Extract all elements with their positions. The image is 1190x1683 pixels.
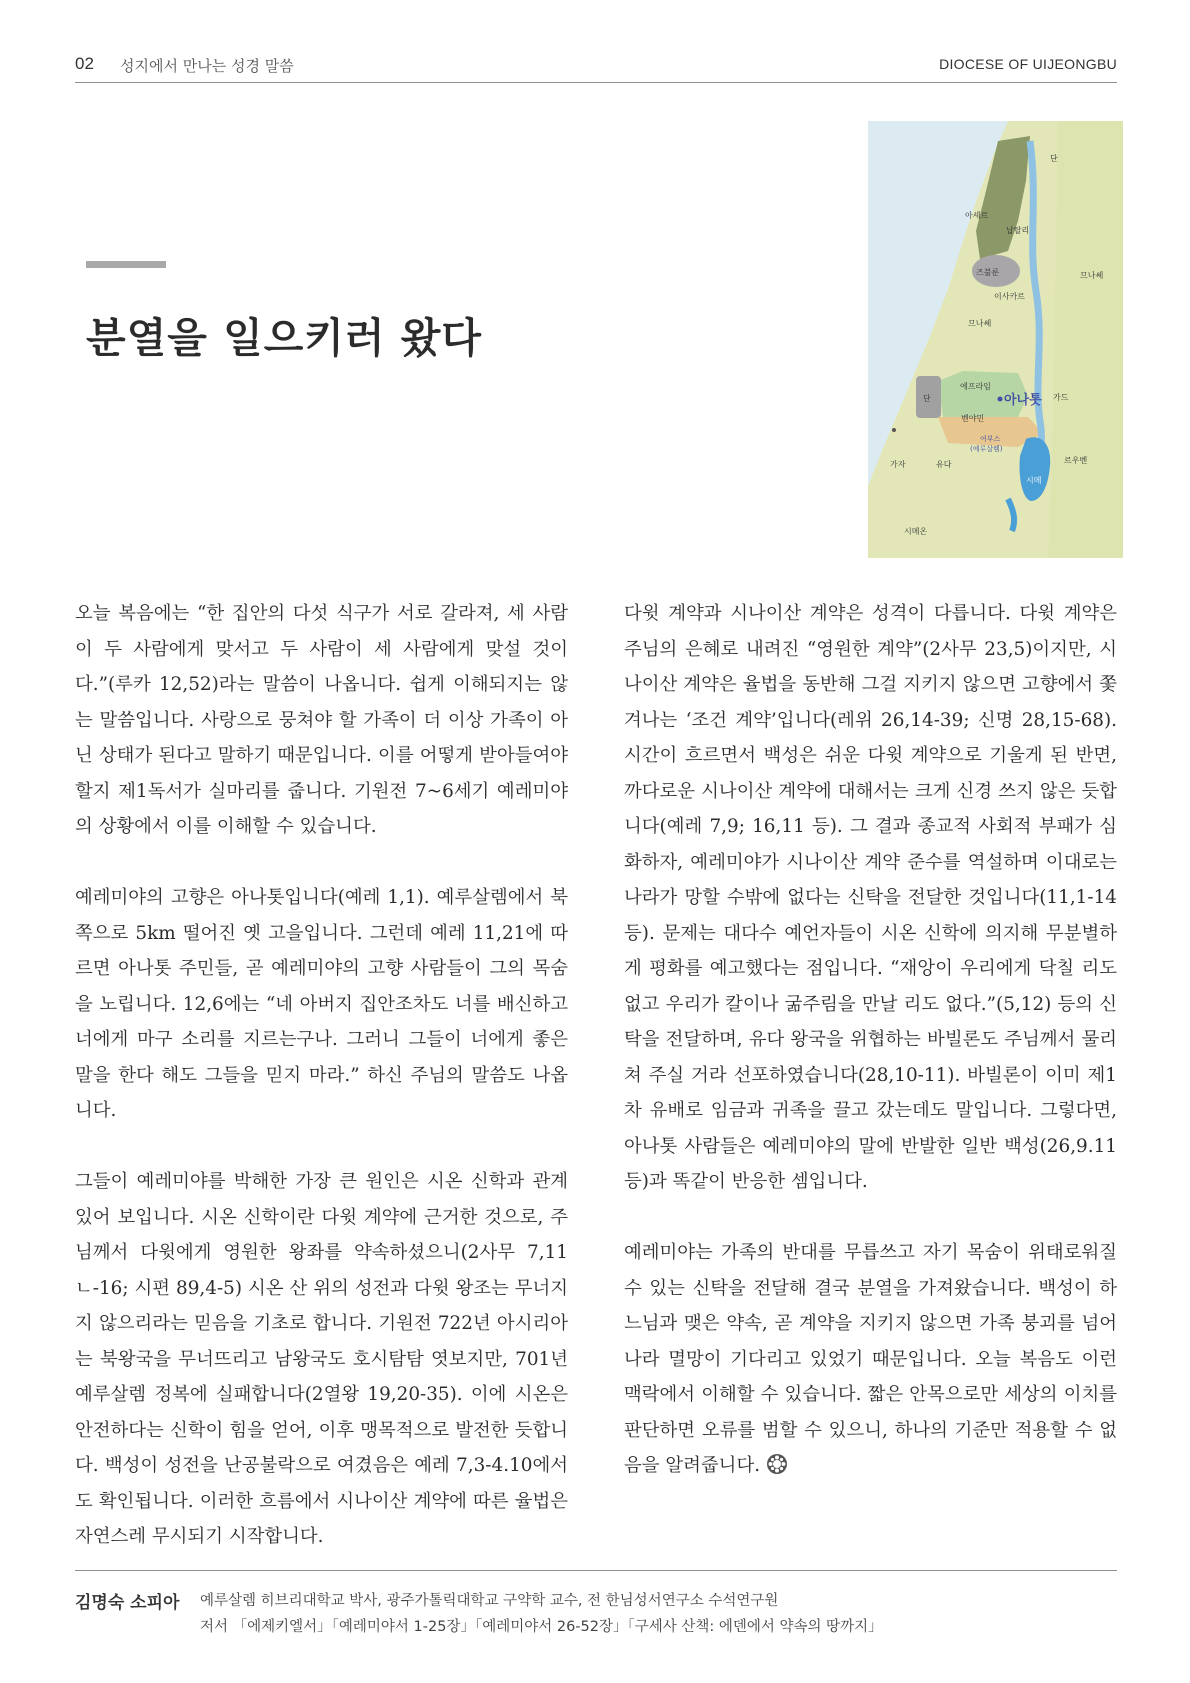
- map-label: 유다: [936, 460, 952, 469]
- body-paragraph: 다윗 계약과 시나이산 계약은 성격이 다릅니다. 다윗 계약은 주님의 은혜로 내려진 “영원한 계약”(2사무 23,5)이지만, 시나이산 계약은 율법을 동반해 그걸 지키지 않으면 고향에서 쫓겨나는 ‘조건 계약’입니다(레위 26,14-39; 신명 28,15-68). 시간이 흐르면서 백성은 쉬운 다윗 계약으로 기울게 된 반면, 까다로운 시나이산 계약에 대해서는 크게 신경 쓰지 않은 듯합니다(예레 7,9; 16,11 등). 그 결과 종교적 사회적 부패가 심화하자, 예레미야가 시나이산 계약 준수를 역설하며 이대로는 나라가 망할 수밖에 없다는 신탁을 전달한 것입니다(11,1-14 등). 문제는 대다수 예언자들이 시온 신학에 의지해 무분별하게 평화를 예고했다는 점입니다. “재앙이 우리에게 닥칠 리도 없고 우리가 칼이나 굶주림을 만날 리도 없다.”(5,12) 등의 신탁을 전달하며, 유다 왕국을 위협하는 바빌론도 주님께서 물리쳐 주실 거라 선포하였습니다(28,10-11). 바빌론이 이미 제1차 유배로 임금과 귀족을 끌고 갔는데도 말입니다. 그렇다면, 아나톳 사람들은 예레미야의 말에 반발한 일반 백성(26,9.11 등)과 똑같이 반응한 셈입니다.: [624, 603, 1117, 1192]
- article-column-right: [624, 596, 1117, 1519]
- body-paragraph-text: 예레미야는 가족의 반대를 무릅쓰고 자기 목숨이 위태로워질 수 있는 신탁을 전달해 결국 분열을 가져왔습니다. 백성이 하느님과 맺은 약속, 곧 계약을 지키지 않으면 가족 붕괴를 넘어 나라 멸망이 기다리고 있었기 때문입니다. 오늘 복음도 이런 맥락에서 이해할 수 있습니다. 짧은 안목으로만 세상의 이치를 판단하면 오류를 범할 수 있으니, 하나의 기준만 적용할 수 없음을 알려줍니다.: [624, 1242, 1117, 1476]
- section-title: 성지에서 만나는 성경 말씀: [120, 57, 294, 75]
- body-paragraph: 예레미야의 고향은 아나톳입니다(예레 1,1). 예루살렘에서 북쪽으로 5km 떨어진 옛 고을입니다. 그런데 예레 11,21에 따르면 아나톳 주민들, 곧 예레미야의 고향 사람들이 그의 목숨을 노립니다. 12,6에는 “네 아버지 집안조차도 너를 배신하고 너에게 마구 소리를 지르는구나. 그러니 그들이 너에게 좋은 말을 한다 해도 그들을 믿지 마라.” 하신 주님의 말씀도 나옵니다.: [75, 887, 568, 1121]
- map-label: 므나쎄: [968, 319, 992, 328]
- map-label: 즈불룬: [976, 268, 1000, 277]
- tribal-map: [868, 121, 1123, 558]
- map-label: (예루살렘): [970, 445, 1003, 453]
- map-label: 이사카르: [994, 292, 1025, 301]
- article-column-left: [75, 596, 568, 1590]
- map-label: 시메온: [904, 527, 928, 536]
- map-label: 벤야민: [961, 414, 985, 423]
- map-label: 단: [1050, 154, 1058, 163]
- body-paragraph-last: [624, 1235, 1117, 1484]
- end-of-article-icon: [766, 1452, 788, 1474]
- body-paragraph: 오늘 복음에는 “한 집안의 다섯 식구가 서로 갈라져, 세 사람이 두 사람에게 맞서고 두 사람이 세 사람에게 맞설 것이다.”(루카 12,52)라는 말씀이 나옵니다. 쉽게 이해되지는 않는 말씀입니다. 사랑으로 뭉쳐야 할 가족이 더 이상 가족이 아닌 상태가 된다고 말하기 때문입니다. 이를 어떻게 받아들여야 할지 제1독서가 실마리를 줍니다. 기원전 7~6세기 예레미야의 상황에서 이를 이해할 수 있습니다.: [75, 603, 568, 837]
- author-bio-publications: 저서 「에제키엘서」「예레미야서 1-25장」「예레미야서 26-52장」「구세사 산책: 에덴에서 약속의 땅까지」: [200, 1619, 883, 1635]
- footer-divider: [75, 1570, 1117, 1571]
- body-paragraph: 그들이 예레미야를 박해한 가장 큰 원인은 시온 신학과 관계 있어 보입니다. 시온 신학이란 다윗 계약에 근거한 것으로, 주님께서 다윗에게 영원한 왕좌를 약속하셨으니(2사무 7,11ㄴ-16; 시편 89,4-5) 시온 산 위의 성전과 다윗 왕조는 무너지지 않으리라는 믿음을 기초로 합니다. 기원전 722년 아시리아는 북왕국을 무너뜨리고 남왕국도 호시탐탐 엿보지만, 701년 예루살렘 정복에 실패합니다(2열왕 19,20-35). 이에 시온은 안전하다는 신학이 힘을 얻어, 이후 맹목적으로 발전한 듯합니다. 백성이 성전을 난공불락으로 여겼음은 예레 7,3-4.10에서도 확인됩니다. 이러한 흐름에서 시나이산 계약에 따른 율법은 자연스레 무시되기 시작합니다.: [75, 1171, 568, 1547]
- map-label: 납탈리: [1006, 226, 1030, 235]
- map-label: 르우벤: [1064, 456, 1088, 465]
- organization-name: DIOCESE OF UIJEONGBU: [939, 56, 1117, 72]
- map-label: 가자: [890, 460, 906, 469]
- author-bio: [200, 1588, 883, 1640]
- author-bio-credentials: 예루살렘 히브리대학교 박사, 광주가톨릭대학교 구약학 교수, 전 한님성서연구소 수석연구원: [200, 1593, 779, 1609]
- title-accent-bar: [86, 261, 166, 268]
- map-label: 여부스: [980, 435, 1001, 443]
- page-number: 02: [75, 54, 94, 73]
- author-name: 김명숙 소피아: [75, 1593, 180, 1613]
- map-label: 에프라임: [960, 382, 991, 391]
- map-label: 단: [923, 394, 931, 403]
- map-label: 아셰르: [965, 211, 989, 220]
- article-title: 분열을 일으키러 왔다: [86, 314, 483, 362]
- map-label: 시메: [1026, 476, 1042, 485]
- map-label-anathoth: 아나톳: [1004, 393, 1042, 408]
- map-label: 므나쎄: [1080, 271, 1104, 280]
- map-label: 가드: [1053, 393, 1069, 402]
- header-divider: [75, 82, 1117, 83]
- page-header: [75, 52, 1117, 82]
- anathoth-marker: [998, 397, 1003, 402]
